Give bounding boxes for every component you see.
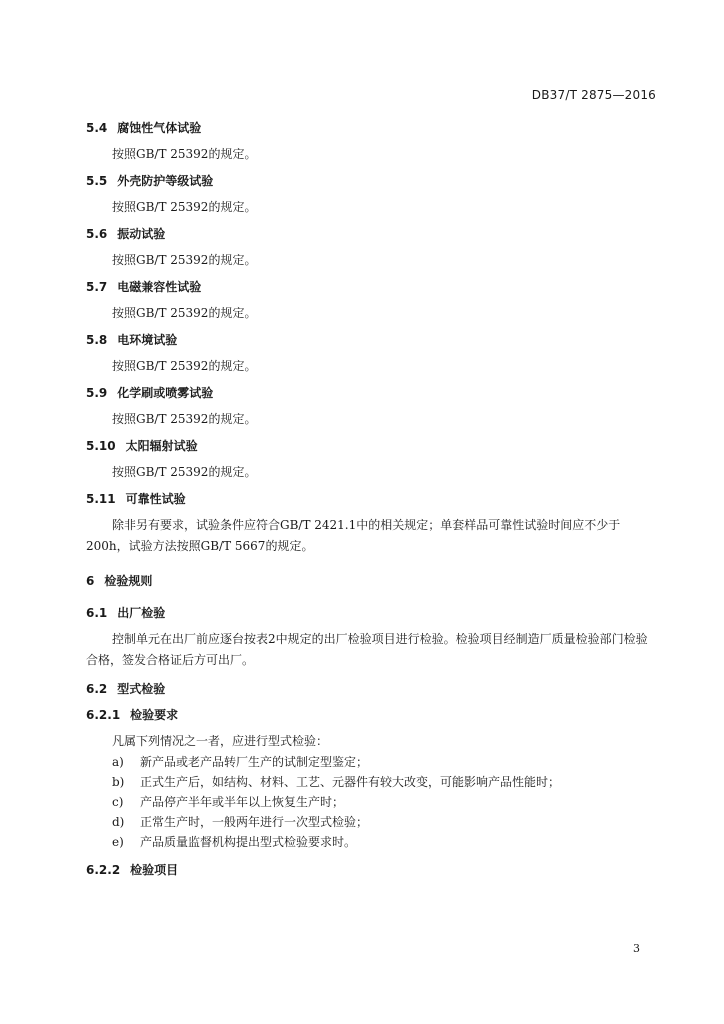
section-paragraph: 按照GB/T 25392的规定。 [112, 253, 257, 267]
section-paragraph: 按照GB/T 25392的规定。 [112, 147, 257, 161]
section-heading: 5.6 振动试验 [86, 227, 166, 241]
section-paragraph: 按照GB/T 25392的规定。 [112, 465, 257, 479]
section-paragraph: 按照GB/T 25392的规定。 [112, 412, 257, 426]
section-heading: 5.4 腐蚀性气体试验 [86, 121, 202, 135]
section-paragraph: 控制单元在出厂前应逐台按表2中规定的出厂检验项目进行检验。检验项目经制造厂质量检验部门检验合格，签发合格证后方可出厂。 [86, 632, 648, 667]
section-heading: 5.9 化学刷或喷雾试验 [86, 386, 214, 400]
section-paragraph: 按照GB/T 25392的规定。 [112, 359, 257, 373]
section-heading: 5.7 电磁兼容性试验 [86, 280, 202, 294]
section-paragraph: 除非另有要求，试验条件应符合GB/T 2421.1中的相关规定；单套样品可靠性试验时间应不少于200h，试验方法按照GB/T 5667的规定。 [86, 518, 621, 553]
document-code: DB37/T 2875—2016 [531, 88, 656, 102]
list-item: b) 正式生产后，如结构、材料、工艺、元器件有较大改变，可能影响产品性能时； [112, 775, 561, 789]
subsection-heading: 6.2.1 检验要求 [86, 708, 179, 722]
document-body [86, 120, 658, 878]
section-paragraph: 凡属下列情况之一者，应进行型式检验： [112, 734, 329, 748]
list-item: e) 产品质量监督机构提出型式检验要求时。 [112, 835, 357, 849]
section-heading: 5.10 太阳辐射试验 [86, 439, 198, 453]
section-heading: 5.5 外壳防护等级试验 [86, 174, 214, 188]
chapter-heading: 6 检验规则 [86, 574, 153, 588]
list-item: c) 产品停产半年或半年以上恢复生产时； [112, 795, 345, 809]
subsection-heading: 6.2.2 检验项目 [86, 863, 179, 877]
section-heading: 6.1 出厂检验 [86, 606, 166, 620]
section-heading: 5.11 可靠性试验 [86, 492, 186, 506]
section-heading: 5.8 电环境试验 [86, 333, 178, 347]
section-paragraph: 按照GB/T 25392的规定。 [112, 200, 257, 214]
page-number: 3 [633, 942, 640, 955]
section-paragraph: 按照GB/T 25392的规定。 [112, 306, 257, 320]
section-heading: 6.2 型式检验 [86, 682, 166, 696]
list-item: a) 新产品或老产品转厂生产的试制定型鉴定； [112, 755, 369, 769]
list-item: d) 正常生产时，一般两年进行一次型式检验； [112, 815, 369, 829]
